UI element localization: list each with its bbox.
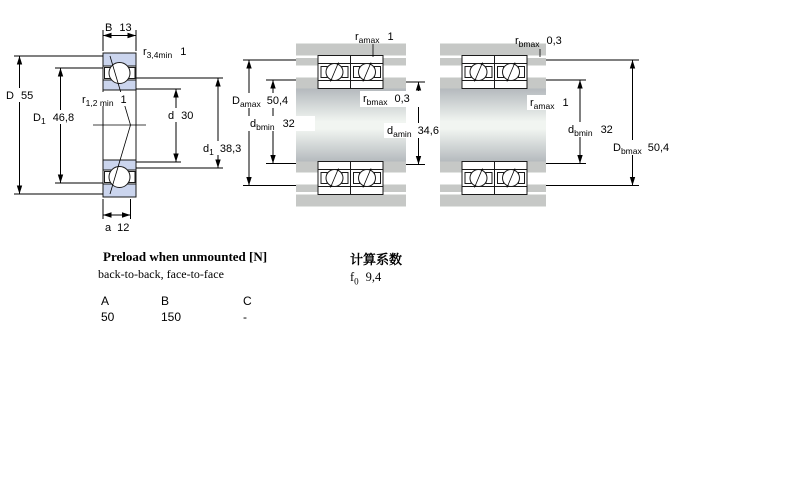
dim-D1 (55, 68, 103, 183)
svg-text:dbmin32: $d_{bmin}$ 32 (250, 118, 295, 132)
ball-top (109, 63, 130, 84)
preload-value-b: 150 (161, 310, 182, 324)
svg-text:rbmax0,3: $r_{bmax}$ 0,3 (363, 93, 410, 107)
housing-shoulder (383, 58, 406, 66)
dim-d (136, 89, 181, 162)
housing-top (296, 44, 406, 56)
shaft-shoulder (440, 162, 462, 173)
shaft-shoulder (527, 78, 546, 89)
svg-text:D55: D 55 (6, 90, 34, 102)
housing-shoulder (527, 185, 546, 193)
bearing-diagrams (0, 0, 800, 245)
factor-symbol: f (350, 270, 355, 284)
preload-value-a: 50 (101, 310, 115, 324)
housing-shoulder (440, 58, 462, 66)
column-header-b: B (161, 294, 170, 308)
shaft-shoulder (383, 78, 406, 89)
dim-dbmin (546, 80, 586, 164)
bearing-pair-top (318, 56, 383, 89)
preload-table (101, 294, 283, 324)
calculation-factors-section (350, 249, 402, 287)
figure-pair-back-to-back (229, 31, 452, 207)
shaft-shoulder (440, 78, 462, 89)
ball-bottom (109, 167, 130, 188)
dim-label-dbmin (565, 122, 620, 138)
dim-label-d (165, 108, 195, 122)
shaft-shoulder (296, 78, 318, 89)
figure-single-bearing (3, 22, 241, 234)
shaft-shoulder (383, 162, 406, 173)
dim-label-Damax (229, 93, 293, 109)
column-header-a: A (101, 294, 110, 308)
dim-label-r34min: $r_{3,4min}$ 1 (143, 46, 187, 60)
svg-text:d138,3: $d_1$ 38,3 (203, 143, 242, 157)
svg-text:D146,8: $D_1$ 46,8 (33, 112, 75, 126)
dim-label-dbmin (247, 116, 315, 132)
preload-subtitle: back-to-back, face-to-face (98, 267, 224, 281)
dim-label-r12min (80, 92, 135, 108)
preload-table-values (101, 310, 283, 324)
housing-bottom (440, 195, 546, 207)
dim-label-D (3, 88, 35, 102)
dim-label-d1 (200, 141, 241, 157)
preload-section (98, 249, 283, 324)
svg-text:dbmin32: $d_{bmin}$ 32 (568, 124, 613, 138)
column-header-c: C (243, 294, 252, 308)
dim-label-rbmax: $r_{bmax}$ 0,3 (515, 35, 562, 49)
dim-label-B: B 13 (105, 22, 132, 34)
shaft-shoulder (527, 162, 546, 173)
bearing-pair-bottom (318, 162, 383, 195)
preload-table-header (101, 294, 283, 308)
dim-label-ramax (527, 95, 574, 111)
svg-text:r1,2 min1: $r_{1,2 min}$ 1 (82, 94, 127, 108)
factor-subscript: 0 (354, 276, 359, 287)
figure-pair-face-to-face (440, 35, 680, 207)
housing-shoulder (383, 185, 406, 193)
dim-label-rbmax (360, 91, 422, 107)
housing-shoulder (296, 58, 318, 66)
preload-value-c: - (243, 310, 247, 324)
svg-text:Damax50,4: $D_{amax}$ 50,4 (232, 95, 289, 109)
housing-bottom (296, 195, 406, 207)
dim-label-D1 (31, 110, 77, 126)
housing-shoulder (527, 58, 546, 66)
preload-title: Preload when unmounted [N] (103, 249, 268, 264)
housing-shoulder (440, 185, 462, 193)
housing-shoulder (296, 185, 318, 193)
dim-label-ramax: $r_{amax}$ 1 (355, 31, 394, 45)
svg-text:d30: d 30 (168, 110, 194, 122)
factor-value: 9,4 (365, 270, 382, 284)
svg-text:Dbmax50,4: $D_{bmax}$ 50,4 (613, 142, 670, 156)
dim-D (14, 56, 103, 194)
dim-a (103, 199, 131, 219)
svg-text:damin34,6: $d_{amin}$ 34,6 (387, 125, 439, 139)
svg-text:ramax1: $r_{amax}$ 1 (530, 97, 569, 111)
bearing-pair-bottom (462, 162, 527, 195)
shaft-shoulder (296, 162, 318, 173)
calculation-factors-title: 计算系数 (350, 252, 403, 267)
calculation-factor-f0 (350, 270, 402, 287)
bearing-pair-top (462, 56, 527, 89)
dim-label-Dbmax (610, 140, 680, 156)
dim-label-a: a 12 (105, 222, 130, 234)
